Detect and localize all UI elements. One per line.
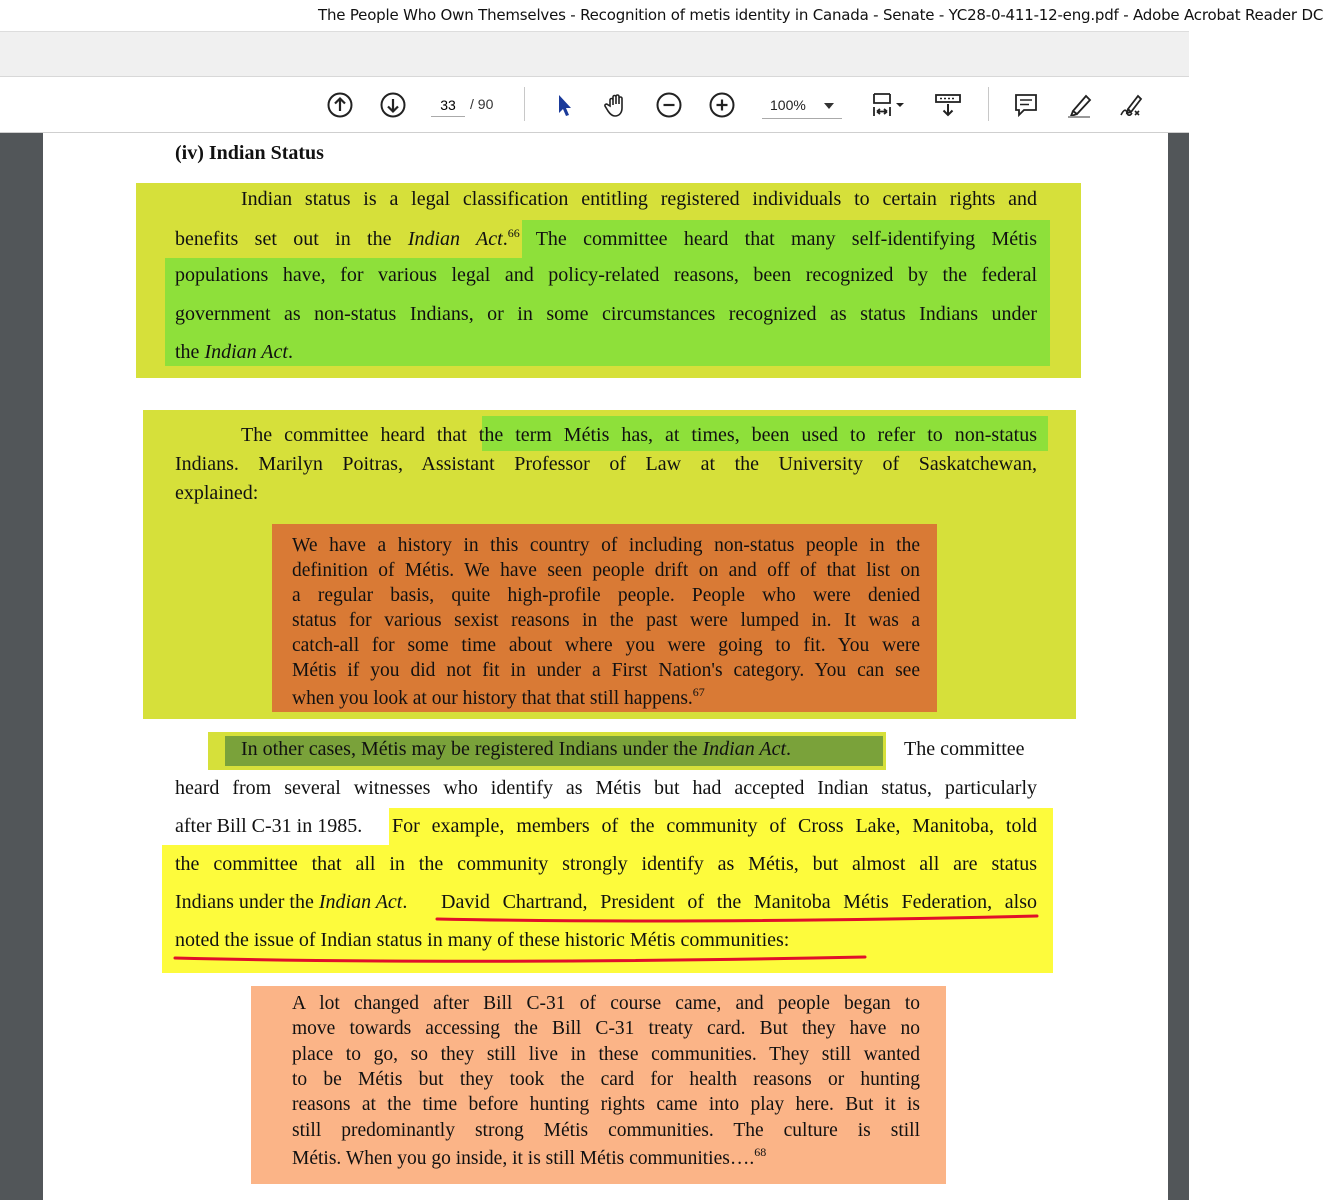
toolbar-divider	[988, 87, 989, 121]
window-title: The People Who Own Themselves - Recognition of metis identity in Canada - Senate - YC28-0-411-12-eng.pdf - Adobe Acrobat Reader DC	[318, 6, 1323, 24]
next-page-button[interactable]	[377, 89, 409, 121]
arrow-up-circle-icon	[326, 91, 354, 119]
arrow-down-circle-icon	[379, 91, 407, 119]
pdf-page	[43, 133, 1168, 1200]
zoom-in-button[interactable]	[706, 89, 738, 121]
paragraph-line: government as non-status Indians, or in some circumstances recognized as status Indians under	[175, 303, 1037, 325]
paragraph-line: benefits set out in the Indian Act.$^{66}$ The committee heard that many self-identifying Métis	[175, 226, 1038, 250]
quote-line: status for various sexist reasons in the past were lumped in. It was a	[292, 610, 920, 631]
paragraph-line: Indian status is a legal classification entitling registered individuals to certain rights and	[241, 188, 1037, 210]
pen-icon	[1065, 91, 1093, 119]
cursor-arrow-icon	[550, 91, 578, 119]
zoom-out-button[interactable]	[653, 89, 685, 121]
paragraph-line: David Chartrand, President of the Manitoba Métis Federation, also	[441, 891, 1037, 913]
section-heading: (iv) Indian Status	[175, 142, 324, 164]
red-underline-annotation	[433, 912, 1043, 928]
hand-tool-button[interactable]	[600, 89, 632, 121]
zoom-value: 100%	[770, 97, 806, 113]
quote-line: to be Métis but they took the card for health reasons or hunting	[292, 1069, 920, 1090]
scroll-mode-button[interactable]	[932, 89, 964, 121]
page-number-input[interactable]	[431, 93, 465, 117]
page-total: / 90	[470, 96, 494, 112]
quote-line: Métis if you did not fit in under a First Nation's category. You can see	[292, 660, 920, 681]
paragraph-line: In other cases, Métis may be registered Indians under the Indian Act.	[241, 738, 792, 760]
quote-line: reasons at the time before hunting rights came into play here. But it is	[292, 1094, 920, 1115]
window-title-bar	[0, 0, 1323, 32]
highlight-button[interactable]	[1063, 89, 1095, 121]
quote-line: Métis. When you go inside, it is still Métis communities….$^{68}$	[292, 1145, 767, 1169]
fit-page-icon	[868, 91, 908, 119]
select-tool-button[interactable]	[548, 89, 580, 121]
paragraph-line: explained:	[175, 482, 259, 504]
paragraph-line: noted the issue of Indian status in many of these historic Métis communities:	[175, 929, 790, 951]
comment-button[interactable]	[1010, 89, 1042, 121]
menu-bar	[0, 32, 1189, 77]
toolbar-divider	[524, 87, 525, 121]
paragraph-line: The committee heard that the term Métis has, at times, been used to refer to non-status	[241, 424, 1037, 446]
paragraph-line: For example, members of the community of Cross Lake, Manitoba, told	[392, 815, 1037, 837]
red-underline-annotation	[171, 951, 871, 967]
quote-line: A lot changed after Bill C-31 of course came, and people began to	[292, 993, 920, 1014]
hand-icon	[602, 91, 630, 119]
comment-icon	[1012, 91, 1040, 119]
document-viewport[interactable]	[0, 133, 1189, 1200]
fit-page-button[interactable]	[866, 89, 910, 121]
quote-line: We have a history in this country of including non-status people in the	[292, 535, 920, 556]
previous-page-button[interactable]	[324, 89, 356, 121]
paragraph-line: the committee that all in the community strongly identify as Métis, but almost all are status	[175, 853, 1037, 875]
sign-button[interactable]	[1116, 89, 1148, 121]
scroll-mode-icon	[934, 91, 962, 119]
paragraph-line: after Bill C-31 in 1985.	[175, 815, 363, 837]
paragraph-line: the Indian Act.	[175, 341, 293, 363]
quote-line: when you look at our history that that still happens.$^{67}$	[292, 685, 705, 709]
quote-line: place to go, so they still live in these communities. They still wanted	[292, 1044, 920, 1065]
quote-line: a regular basis, quite high-profile people. People who were denied	[292, 585, 920, 606]
quote-line: still predominantly strong Métis communities. The culture is still	[292, 1120, 920, 1141]
toolbar	[0, 77, 1189, 133]
quote-line: catch-all for some time about where you were going to fit. You were	[292, 635, 920, 656]
zoom-dropdown[interactable]	[762, 93, 842, 119]
paragraph-line: The committee	[904, 738, 1025, 760]
paragraph-line: Indians under the Indian Act.	[175, 891, 408, 913]
quote-line: move towards accessing the Bill C-31 treaty card. But they have no	[292, 1018, 920, 1039]
sign-icon	[1118, 91, 1146, 119]
quote-line: definition of Métis. We have seen people drift on and off of that list on	[292, 560, 920, 581]
plus-circle-icon	[708, 91, 736, 119]
paragraph-line: Indians. Marilyn Poitras, Assistant Professor of Law at the University of Saskatchewan,	[175, 453, 1037, 475]
paragraph-line: heard from several witnesses who identify as Métis but had accepted Indian status, particularly	[175, 777, 1037, 799]
paragraph-line: populations have, for various legal and policy-related reasons, been recognized by the federal	[175, 264, 1037, 286]
minus-circle-icon	[655, 91, 683, 119]
chevron-down-icon	[824, 103, 834, 109]
